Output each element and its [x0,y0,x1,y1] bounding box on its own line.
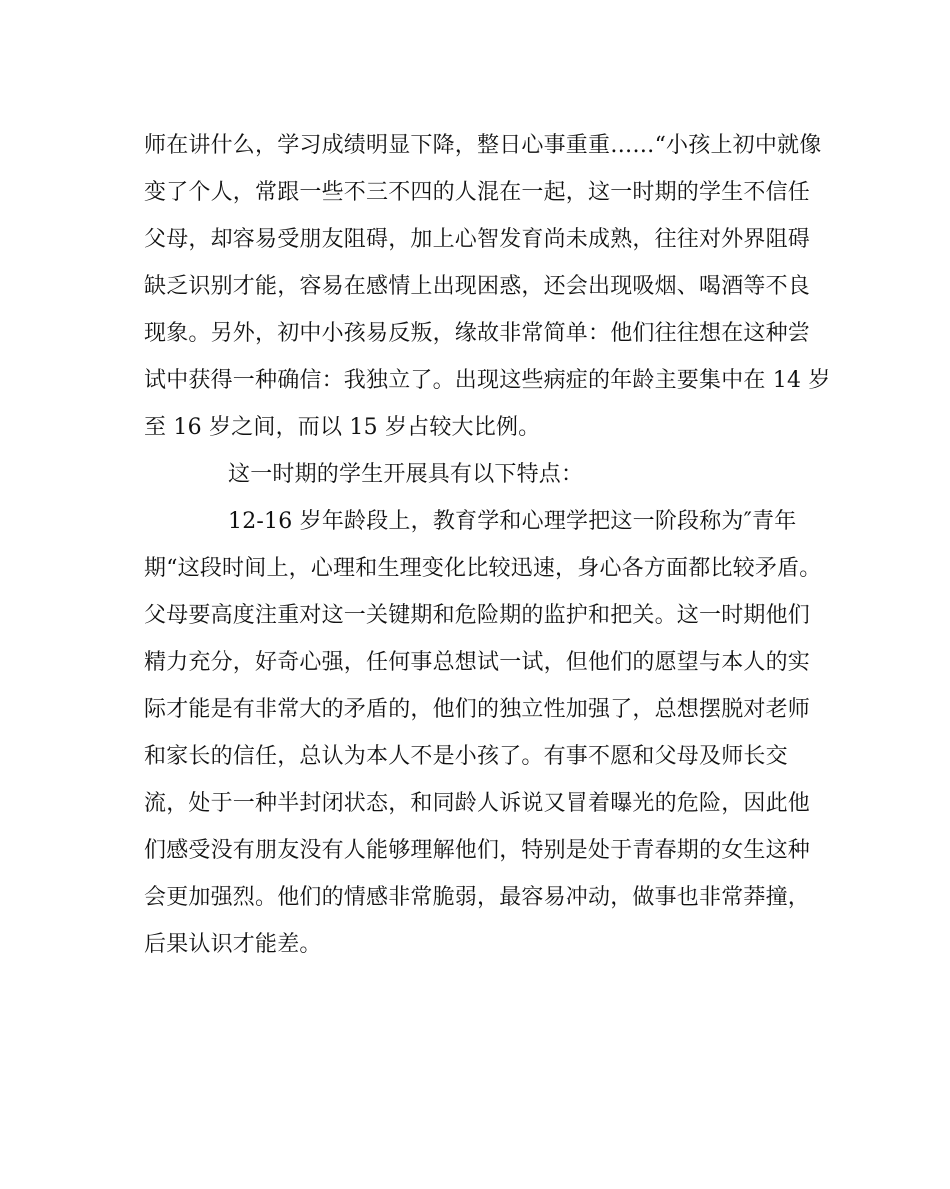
paragraph-3-line: 12-16 岁年龄段上，教育学和心理学把这一阶段称为″青年 [228,509,797,534]
paragraph-3-line: 期“这段时间上，心理和生理变化比较迅速，身心各方面都比较矛盾。 [144,556,822,581]
paragraph-1-line: 至 16 岁之间，而以 15 岁占较大比例。 [144,415,541,440]
paragraph-3-line: 际才能是有非常大的矛盾的，他们的独立性加强了，总想摆脱对老师 [144,697,811,722]
paragraph-3-line: 流，处于一种半封闭状态，和同龄人诉说又冒着曝光的危险，因此他 [144,791,811,816]
paragraph-1-line: 师在讲什么，学习成绩明显下降，整日心事重重……“小孩上初中就像 [144,133,822,158]
paragraph-3-line: 父母要高度注重对这一关键期和危险期的监护和把关。这一时期他们 [144,603,811,628]
paragraph-2-line: 这一时期的学生开展具有以下特点： [228,462,584,487]
paragraph-3-line: 和家长的信任，总认为本人不是小孩了。有事不愿和父母及师长交 [144,744,788,769]
paragraph-3-line: 们感受没有朋友没有人能够理解他们，特别是处于青春期的女生这种 [144,838,811,863]
paragraph-3-line: 会更加强烈。他们的情感非常脆弱，最容易冲动，做事也非常莽撞， [144,885,811,910]
paragraph-3-line: 精力充分，好奇心强，任何事总想试一试，但他们的愿望与本人的实 [144,650,811,675]
paragraph-1-line: 父母，却容易受朋友阻碍，加上心智发育尚未成熟，往往对外界阻碍 [144,227,811,252]
paragraph-1-line: 变了个人，常跟一些不三不四的人混在一起，这一时期的学生不信任 [144,180,811,205]
paragraph-3-line: 后果认识才能差。 [144,932,322,957]
paragraph-1-line: 缺乏识别才能，容易在感情上出现困惑，还会出现吸烟、喝酒等不良 [144,274,811,299]
paragraph-1-line: 试中获得一种确信：我独立了。出现这些病症的年龄主要集中在 14 岁 [144,368,831,393]
paragraph-1-line: 现象。另外，初中小孩易反叛，缘故非常简单：他们往往想在这种尝 [144,321,811,346]
